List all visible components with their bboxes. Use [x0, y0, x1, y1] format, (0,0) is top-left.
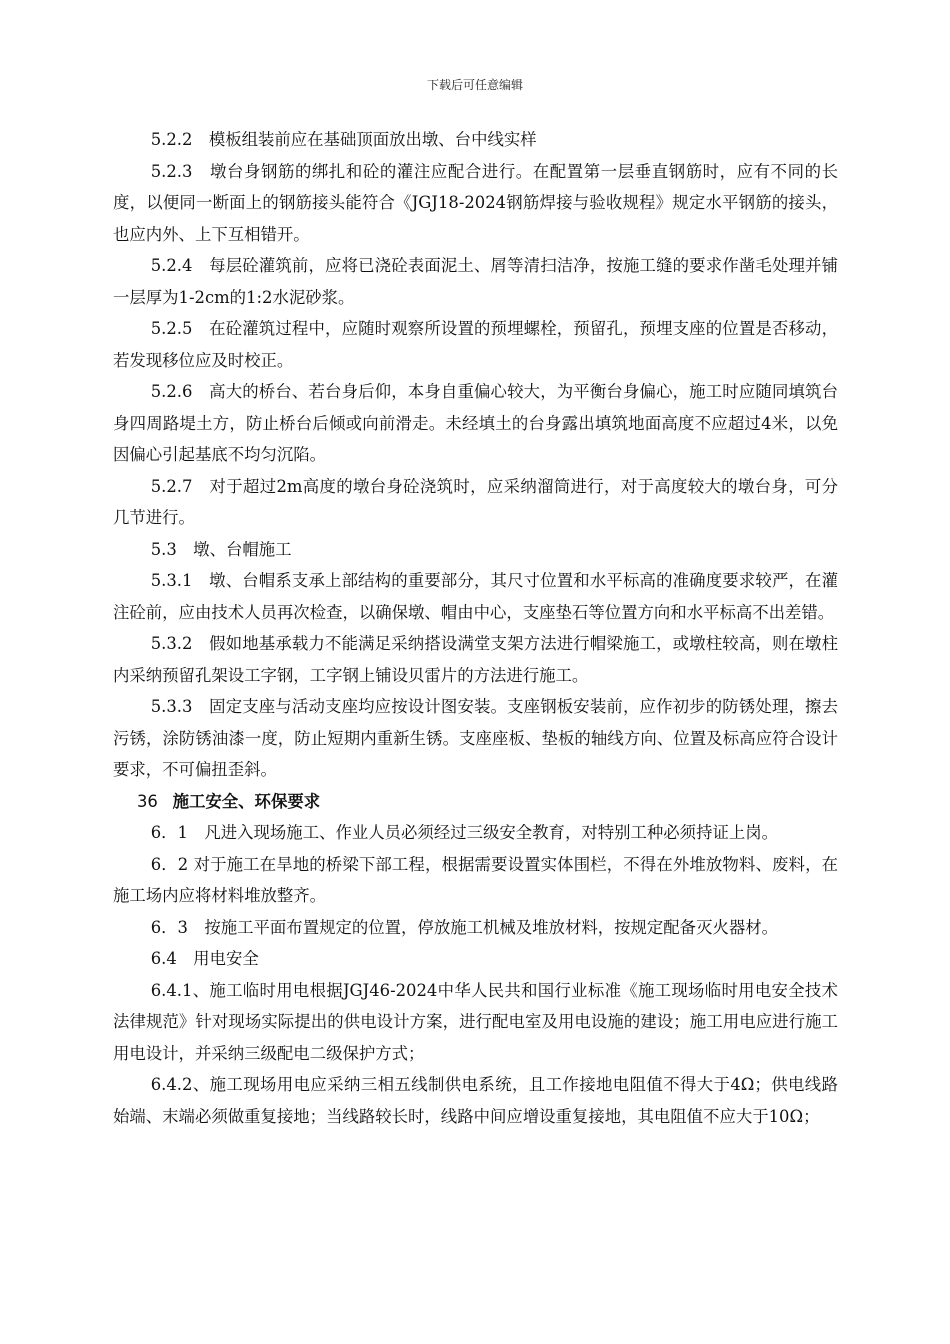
paragraph-5-2-2: 5.2.2 模板组装前应在基础顶面放出墩、台中线实样 [150, 130, 537, 149]
subsection-title-6-4: 6.4 用电安全 [150, 949, 259, 968]
page-header: 下载后可任意编辑 [426, 78, 523, 92]
document-body [113, 124, 838, 1132]
paragraph-6-3: 6．3 按施工平面布置规定的位置，停放施工机械及堆放材料，按规定配备灭火器材。 [150, 917, 779, 937]
paragraph-5-2-3: 5.2.3 墩台身钢筋的绑扎和砼的灌注应配合进行。在配置第一层垂直钢筋时，应有不同的长度，以便同一断面上的钢筋接头能符合《JGJ18-2024钢筋焊接与验收规程》规定水平钢筋的接头，也应内外、上下互相错开。 [113, 161, 838, 244]
paragraph-5-2-7: 5.2.7 对于超过2m高度的墩台身砼浇筑时，应采纳溜筒进行，对于高度较大的墩台身，可分几节进行。 [113, 476, 838, 527]
paragraph-6-4-2: 6.4.2、施工现场用电应采纳三相五线制供电系统，且工作接地电阻值不得大于4Ω；供电线路始端、末端必须做重复接地；当线路较长时，线路中间应增设重复接地，其电阻值不应大于10Ω； [113, 1075, 838, 1126]
subsection-title-5-3: 5.3 墩、台帽施工 [150, 539, 292, 559]
section-title: 施工安全、环保要求 [172, 791, 321, 811]
paragraph-6-2: 6．2 对于施工在旱地的桥梁下部工程，根据需要设置实体围栏，不得在外堆放物料、废料，在施工场内应将材料堆放整齐。 [113, 854, 838, 905]
paragraph-5-2-4: 5.2.4 每层砼灌筑前，应将已浇砼表面泥土、屑等清扫洁净，按施工缝的要求作凿毛处理并铺一层厚为1-2cm的1:2水泥砂浆。 [113, 256, 838, 307]
paragraph-5-3-2: 5.3.2 假如地基承载力不能满足采纳搭设满堂支架方法进行帽梁施工，或墩柱较高，则在墩柱内采纳预留孔架设工字钢，工字钢上铺设贝雷片的方法进行施工。 [113, 634, 838, 685]
paragraph-6-4-1: 6.4.1、施工临时用电根据JGJ46-2024中华人民共和国行业标准《施工现场临时用电安全技术法律规范》针对现场实际提出的供电设计方案，进行配电室及用电设施的建设；施工用电应进行施工用电设计，并采纳三级配电二级保护方式； [113, 980, 838, 1063]
paragraph-5-2-5: 5.2.5 在砼灌筑过程中，应随时观察所设置的预埋螺栓，预留孔，预埋支座的位置是否移动，若发现移位应及时校正。 [113, 319, 838, 370]
section-heading-6 [113, 786, 838, 818]
section-number: 36 [137, 791, 158, 811]
paragraph-5-2-6: 5.2.6 高大的桥台、若台身后仰，本身自重偏心较大，为平衡台身偏心，施工时应随同填筑台身四周路堤土方，防止桥台后倾或向前滑走。未经填土的台身露出填筑地面高度不应超过4米，以免因偏心引起基底不均匀沉陷。 [113, 382, 838, 464]
paragraph-5-3-1: 5.3.1 墩、台帽系支承上部结构的重要部分，其尺寸位置和水平标高的准确度要求较严，在灌注砼前，应由技术人员再次检查，以确保墩、帽由中心，支座垫石等位置方向和水平标高不出差错。 [113, 571, 838, 622]
paragraph-5-3-3: 5.3.3 固定支座与活动支座均应按设计图安装。支座钢板安装前，应作初步的防锈处理，擦去污锈，涂防锈油漆一度，防止短期内重新生锈。支座座板、垫板的轴线方向、位置及标高应符合设计要求，不可偏扭歪斜。 [113, 697, 838, 779]
paragraph-6-1: 6．1 凡进入现场施工、作业人员必须经过三级安全教育，对特别工种必须持证上岗。 [150, 823, 779, 842]
